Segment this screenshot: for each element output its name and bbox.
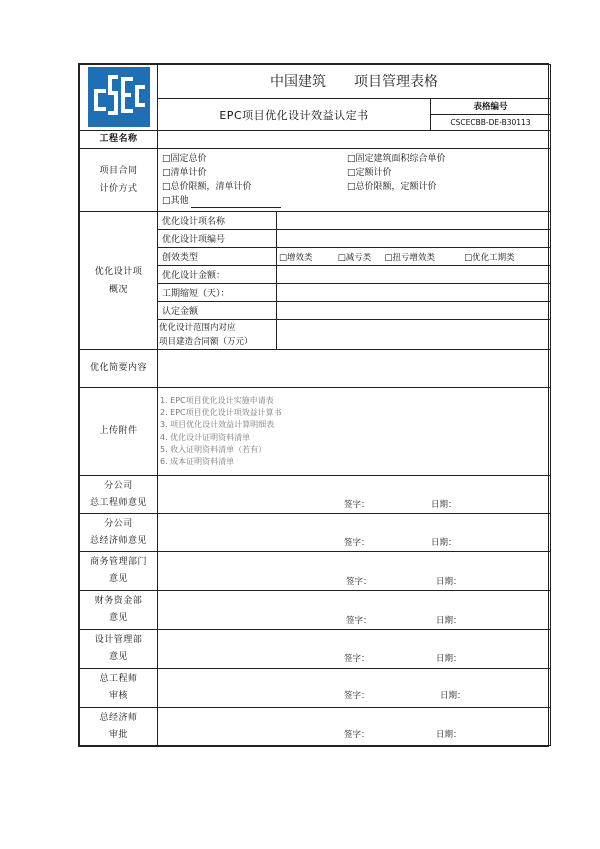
pricing-option-limit-bill[interactable]: □总价限额，清单计价 — [162, 182, 252, 192]
opinion-label-1: 财务资金部 — [94, 596, 143, 606]
overview-contract-amount-field[interactable] — [277, 320, 551, 350]
sign-label: 签字： — [346, 616, 372, 626]
date-label: 日期： — [436, 654, 462, 664]
pricing-option-fixed-area[interactable]: □固定建筑面积综合单价 — [347, 154, 446, 164]
date-label: 日期： — [436, 616, 462, 626]
date-label: 日期： — [436, 577, 462, 587]
opinion-label-1: 商务管理部门 — [89, 557, 147, 567]
pricing-option-other[interactable]: □其他 — [162, 196, 189, 206]
overview-row-label: 优化设计项名称 — [158, 212, 277, 230]
opinion-label-2: 意见 — [108, 574, 128, 584]
opinion-label-1: 分公司 — [104, 518, 133, 529]
overview-days-field[interactable] — [277, 284, 551, 302]
project-name-field[interactable] — [158, 131, 551, 149]
attachment-item[interactable]: 6. 成本证明资料清单 — [160, 457, 235, 467]
opinion-label-1: 总经济师 — [99, 712, 138, 723]
sign-label: 签字： — [344, 691, 370, 701]
benefit-type-loss-reduce[interactable]: □减亏类 — [337, 252, 372, 263]
opinion-label-1: 分公司 — [104, 480, 133, 491]
sign-label: 签字： — [344, 654, 370, 664]
benefit-type-turnaround[interactable]: □扭亏增效类 — [384, 252, 435, 263]
attachment-item[interactable]: 2. EPC项目优化设计项效益计算书 — [160, 407, 282, 417]
opinion-label-2: 意见 — [108, 652, 128, 662]
overview-row-label: 优化设计金额： — [158, 266, 277, 284]
pricing-other-input[interactable] — [191, 198, 281, 208]
form-sheet — [78, 63, 549, 747]
attachment-item[interactable]: 3. 项目优化设计效益计算明细表 — [160, 420, 275, 430]
overview-label-2: 概况 — [108, 284, 128, 295]
sign-label: 签字： — [346, 577, 372, 587]
date-label: 日期： — [436, 730, 462, 740]
attachment-item[interactable]: 1. EPC项目优化设计实施申请表 — [160, 395, 274, 405]
brief-label: 优化简要内容 — [80, 350, 158, 388]
date-label: 日期： — [431, 500, 457, 510]
form-code-label: 表格编号 — [431, 100, 550, 115]
overview-item-name-field[interactable] — [277, 212, 551, 230]
opinion-field-chief-economist[interactable] — [158, 708, 551, 746]
opinion-field-finance[interactable] — [158, 591, 551, 630]
project-name-label: 工程名称 — [80, 131, 158, 149]
date-label: 日期： — [440, 691, 466, 701]
attachment-item[interactable]: 4. 优化设计证明资料清单 — [160, 432, 251, 442]
pricing-option-bill[interactable]: □清单计价 — [162, 168, 207, 178]
opinion-field-branch-economist[interactable] — [158, 514, 551, 552]
overview-amount-field[interactable] — [277, 266, 551, 284]
opinion-label-2: 审核 — [108, 691, 128, 701]
overview-approved-amount-field[interactable] — [277, 302, 551, 320]
sign-label: 签字： — [344, 538, 370, 548]
overview-row-label: 工期缩短（天）： — [158, 284, 277, 302]
benefit-type-schedule[interactable]: □优化工期类 — [464, 252, 515, 263]
pricing-option-fixed-total[interactable]: □固定总价 — [162, 154, 207, 164]
logo-cell — [80, 65, 158, 131]
overview-scope-label-1: 优化设计范围内对应 — [159, 322, 236, 333]
pricing-label-2: 计价方式 — [99, 184, 138, 194]
overview-row-label: 认定金额 — [158, 302, 277, 320]
pricing-label-1: 项目合同 — [99, 166, 138, 176]
sign-label: 签字： — [344, 730, 370, 740]
cscec-logo — [88, 67, 150, 127]
pricing-option-limit-quota[interactable]: □总价限额，定额计价 — [347, 182, 437, 192]
opinion-field-commerce[interactable] — [158, 552, 551, 591]
opinion-label-2: 总工程师意见 — [89, 497, 147, 508]
benefit-type-increase[interactable]: □增效类 — [279, 252, 313, 263]
overview-row-label: 创效类型 — [158, 248, 277, 266]
sign-label: 签字： — [344, 500, 370, 510]
overview-item-code-field[interactable] — [277, 230, 551, 248]
brief-content-field[interactable] — [158, 350, 551, 388]
opinion-label-2: 审批 — [108, 729, 128, 740]
opinion-field-branch-engineer[interactable] — [158, 476, 551, 514]
overview-scope-label-2: 项目建造合同额（万元） — [159, 336, 253, 347]
attachments-label: 上传附件 — [80, 388, 158, 476]
opinion-label-2: 意见 — [108, 613, 128, 623]
org-title: 中国建筑 项目管理表格 — [158, 65, 551, 99]
opinion-label-1: 总工程师 — [99, 674, 138, 684]
opinion-label-1: 设计管理部 — [94, 635, 143, 645]
overview-label-1: 优化设计项 — [94, 266, 143, 277]
pricing-options — [158, 149, 551, 212]
opinion-field-chief-engineer[interactable] — [158, 669, 551, 708]
opinion-field-design[interactable] — [158, 630, 551, 669]
date-label: 日期： — [431, 538, 457, 548]
opinion-label-2: 总经济师意见 — [89, 535, 147, 546]
pricing-option-quota[interactable]: □定额计价 — [347, 168, 392, 178]
form-code-value: CSCECBB-DE-B30113 — [450, 117, 531, 127]
form-title: EPC项目优化设计效益认定书 — [158, 99, 431, 131]
attachment-item[interactable]: 5. 收入证明资料清单（若有） — [160, 444, 267, 454]
overview-row-label: 优化设计项编号 — [158, 230, 277, 248]
